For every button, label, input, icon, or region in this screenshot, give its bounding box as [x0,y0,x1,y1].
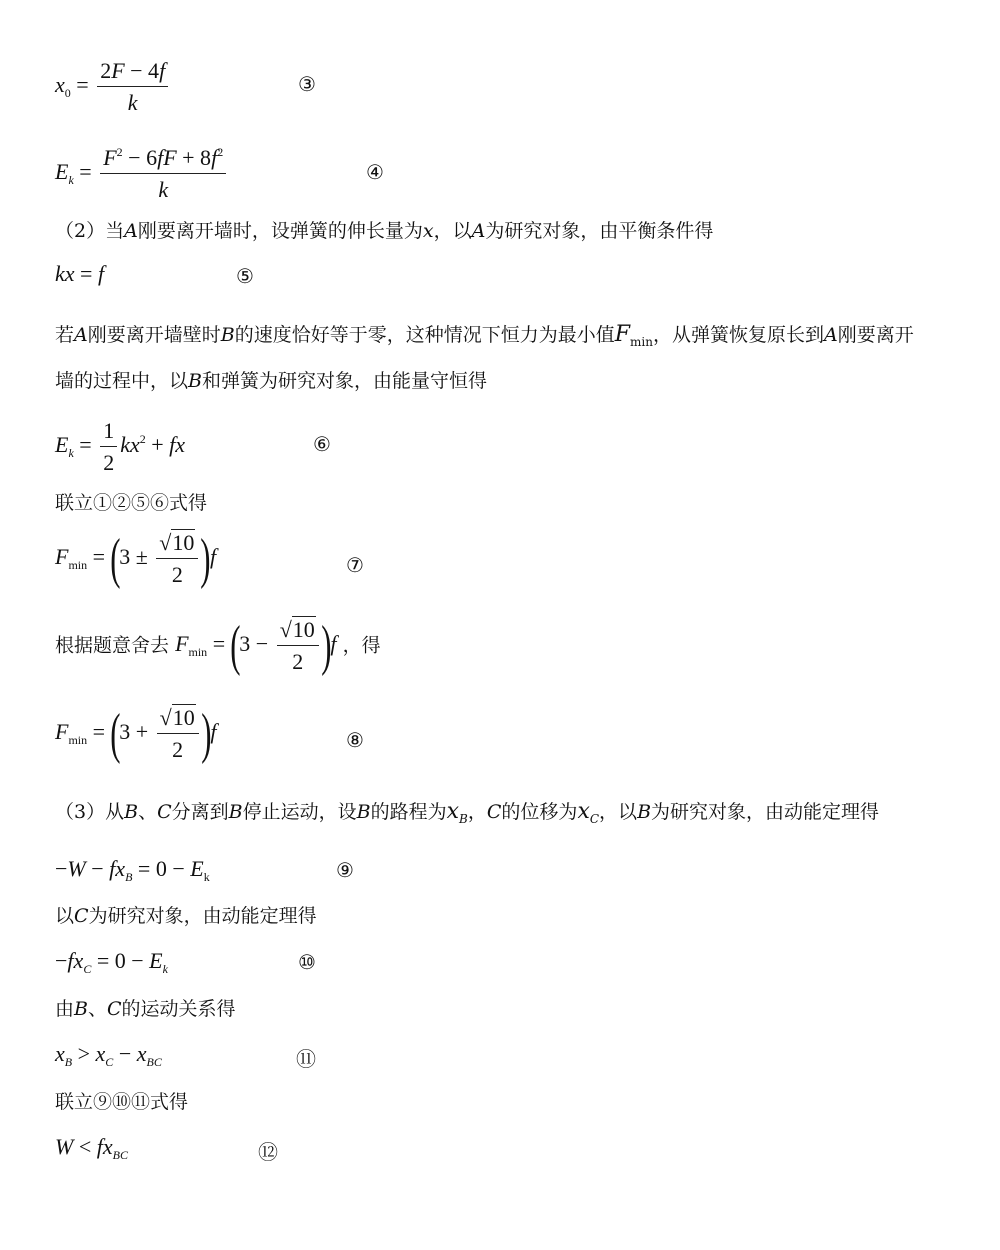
equation-8: $F_{min} = (3$ + $\frac{√10}{2}$ )f [55,702,217,765]
equation-11: $x_B > x_C - x_{BC}$ [55,1041,162,1069]
equation-number-10: ⑩ [298,950,316,974]
equation-12: $W < fx_{BC}$ [55,1134,128,1162]
equation-9: $-W - fx_B = 0 - E_k$ [55,856,210,884]
part3-intro: （3）从B、C分离到B停止运动，设B的路程为$x_B$，C的位移为$x_C$，以B为研究对象，由动能定理得 [55,799,880,826]
equation-number-7: ⑦ [346,553,364,577]
equation-6: $E_k$ = $\frac{1}{2}$ $kx^2$ + fx [55,418,186,476]
relation-text: 由B、C的运动关系得 [55,998,236,1020]
equation-number-12: ⑫ [258,1140,278,1164]
equation-3: $x_0$ = $\frac{2F - 4f}{k}$ [55,58,171,116]
equation-number-9: ⑨ [336,858,354,882]
join-text-1: 联立①②⑤⑥式得 [55,492,208,514]
equation-4: $E_k$ = $\frac{F^2 - 6fF + 8f^2}{k}$ [55,145,229,203]
equation-7: $F_{min} = (3$ ± $\frac{√10}{2}$ )f [55,527,217,590]
c-object-text: 以C为研究对象，由动能定理得 [55,905,317,927]
reject-line: 根据题意舍去 $F_{min} = (3$ − $\frac{√10}{2}$ )f ，得 [55,614,381,677]
paragraph-min-force: 若A刚要离开墙壁时B的速度恰好等于零，这种情况下恒力为最小值$F_{min}$，从弹簧恢复原长到A刚要离开 [55,322,914,349]
part2-intro: （2）当A刚要离开墙时，设弹簧的伸长量为x，以A为研究对象，由平衡条件得 [55,220,714,242]
equation-5: kx = f [55,261,105,286]
paragraph-energy: 墙的过程中，以B和弹簧为研究对象，由能量守恒得 [55,370,487,392]
equation-number-6: ⑥ [313,432,331,456]
equation-number-11: ⑪ [296,1047,316,1071]
equation-number-8: ⑧ [346,728,364,752]
join-text-2: 联立⑨⑩⑪式得 [55,1091,189,1113]
equation-number-5: ⑤ [236,264,254,288]
equation-number-4: ④ [366,160,384,184]
equation-10: $-fx_C = 0 - E_k$ [55,948,168,976]
equation-number-3: ③ [298,72,316,96]
